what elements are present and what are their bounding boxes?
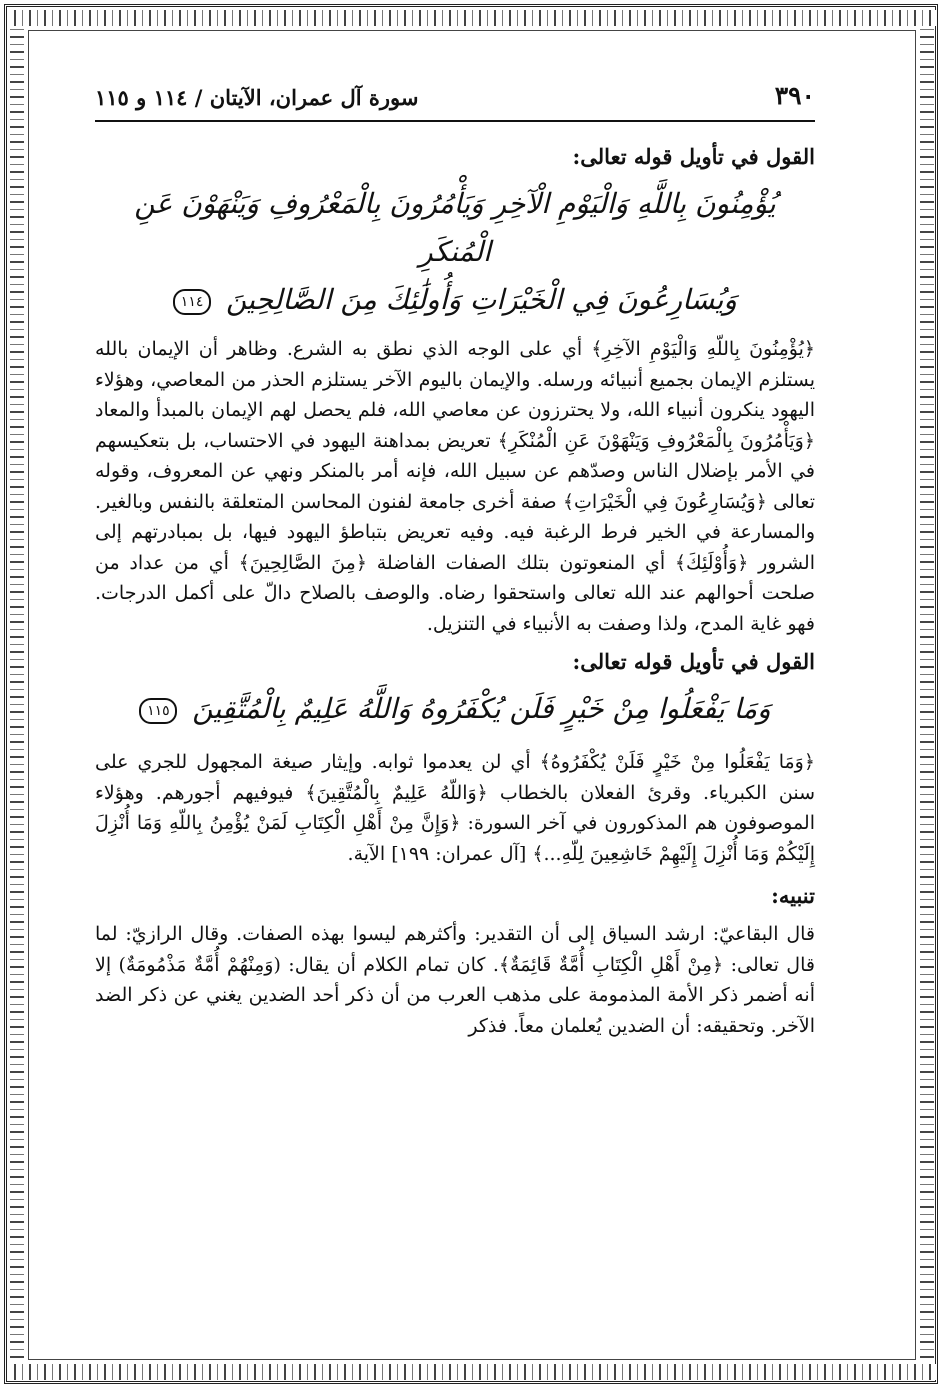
header-rule	[95, 120, 815, 122]
ayah-number-marker: ١١٥	[139, 698, 177, 724]
verse-text: وَيُسَارِعُونَ فِي الْخَيْرَاتِ وَأُولَٰئِكَ مِنَ الصَّالِحِينَ	[225, 283, 737, 316]
commentary-paragraph: ﴿يُؤْمِنُونَ بِاللّهِ وَالْيَوْمِ الآخِرِ﴾ أي على الوجه الذي نطق به الشرع. وظاهر أن الإيمان بالله يستلزم الإيمان بجميع أنبيائه ورسله. والإيمان باليوم الآخر يستلزم الحذر من المعاصي، وهؤلاء اليهود ينكرون أنبياء الله، ولا يحترزون عن معاصي الله، فلم يحصل لهم الإيمان بالمبدأ والمعاد ﴿وَيَأْمُرُونَ بِالْمَعْرُوفِ وَيَنْهَوْنَ عَنِ الْمُنْكَرِ﴾ تعريض بمداهنة اليهود في الاحتساب، بل بتعكيسهم في الأمر بإضلال الناس وصدّهم عن سبيل الله، فإنه أمر بالمنكر ونهي عن المعروف، وقوله تعالى ﴿وَيُسَارِعُونَ فِي الْخَيْرَاتِ﴾ صفة أخرى جامعة لفنون المحاسن المتعلقة بالنفس وبالغير. والمسارعة في الخير فرط الرغبة فيه. وفيه تعريض بتباطؤ اليهود فيها، بل بمبادرتهم إلى الشرور ﴿وَأُوْلَئِكَ﴾ أي المنعوتون بتلك الصفات الفاضلة ﴿مِنَ الصَّالِحِينَ﴾ أي من عداد من صلحت أحوالهم عند الله تعالى واستحقوا رضاه. والوصف بالصلاح دالّ على أكمل الدرجات. فهو غاية المدح، ولذا وصفت به الأنبياء في التنزيل.	[95, 338, 815, 635]
section-verse-115	[95, 649, 815, 869]
note-heading: تنبيه:	[771, 883, 815, 908]
page-header	[95, 70, 815, 110]
quran-verse-line	[95, 276, 815, 324]
ayah-number-marker: ١١٤	[173, 289, 211, 315]
verse-text: يُؤْمِنُونَ بِاللَّهِ وَالْيَوْمِ الْآخِرِ وَيَأْمُرُونَ بِالْمَعْرُوفِ وَيَنْهَوْنَ عَنِ الْمُنكَرِ	[134, 187, 776, 268]
ornamental-border-top	[8, 10, 936, 26]
section-heading: القول في تأويل قوله تعالى:	[572, 649, 815, 674]
section-verse-114	[95, 144, 815, 639]
section-heading: القول في تأويل قوله تعالى:	[572, 144, 815, 169]
commentary-paragraph: ﴿وَمَا يَفْعَلُوا مِنْ خَيْرٍ فَلَنْ يُكْفَرُوهُ﴾ أي لن يعدموا ثوابه. وإيثار صيغة المجهول للجري على سنن الكبرياء. وقرئ الفعلان بالخطاب ﴿وَاللّهُ عَلِيمٌ بِالْمُتَّقِينَ﴾ فيوفيهم أجورهم. وهؤلاء الموصوفون هم المذكورون في آخر السورة: ﴿وَإِنَّ مِنْ أَهْلِ الْكِتَابِ لَمَنْ يُؤْمِنُ بِاللّهِ وَمَا أُنْزِلَ إِلَيْكُمْ وَمَا أُنْزِلَ إِلَيْهِمْ خَاشِعِينَ لِلّهِ...﴾ [آل عمران: ١٩٩] الآية.	[95, 751, 815, 865]
quran-verse-line	[95, 685, 815, 733]
quran-verse-line	[95, 180, 815, 276]
page-number: ٣٩٠	[774, 81, 815, 110]
ornamental-border-left	[10, 26, 24, 1364]
running-title: سورة آل عمران، الآيتان / ١١٤ و ١١٥	[95, 85, 419, 110]
page-content	[95, 70, 815, 1041]
ornamental-border-bottom	[8, 1364, 936, 1380]
ornamental-border-right	[920, 26, 934, 1364]
verse-text: وَمَا يَفْعَلُوا مِنْ خَيْرٍ فَلَن يُكْفَرُوهُ وَاللَّهُ عَلِيمٌ بِالْمُتَّقِينَ	[192, 692, 771, 725]
note-section	[95, 883, 815, 1041]
note-paragraph: قال البقاعيّ: ارشد السياق إلى أن التقدير: وأكثرهم ليسوا بهذه الصفات. وقال الرازيّ: لما قال تعالى: ﴿مِنْ أَهْلِ الْكِتَابِ أُمَّةٌ قَائِمَةٌ﴾. كان تمام الكلام أن يقال: (وَمِنْهُمْ أُمَّةٌ مَذْمُومَةٌ) إلا أنه أضمر ذكر الأمة المذمومة على مذهب العرب من أن ذكر أحد الضدين يغني عن ذكر الضد الآخر. وتحقيقه: أن الضدين يُعلمان معاً. فذكر	[95, 923, 815, 1037]
